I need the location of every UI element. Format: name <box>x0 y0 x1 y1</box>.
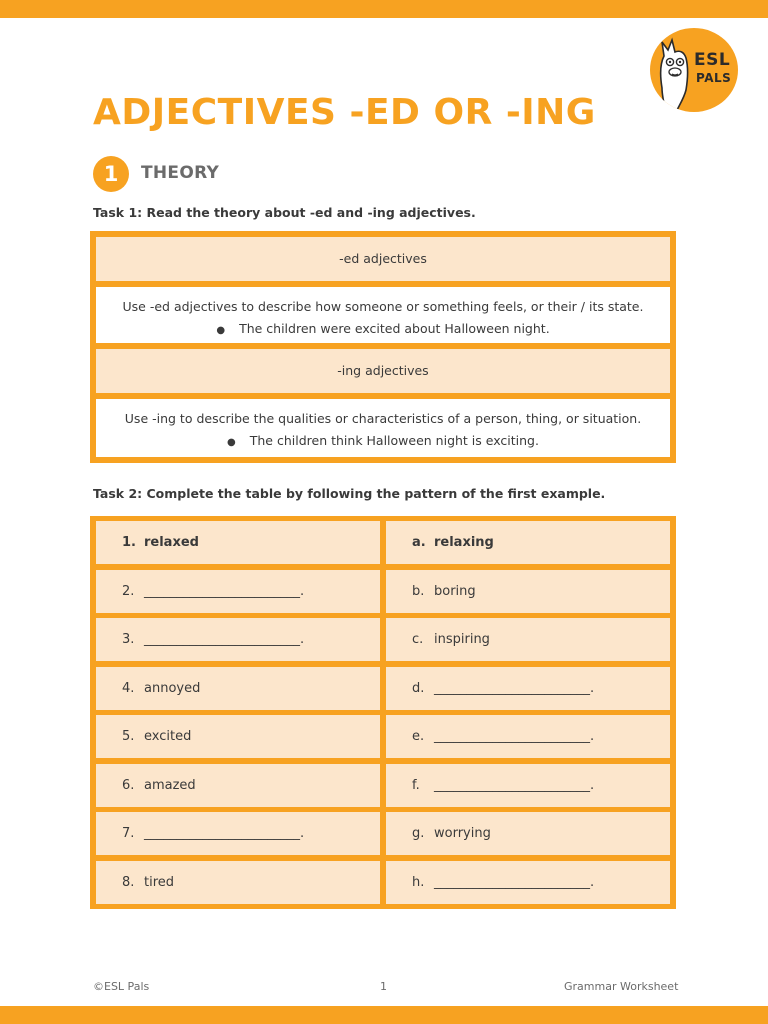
logo-pals-text: PALS <box>696 71 732 85</box>
ing-adjectives-heading: -ing adjectives <box>96 349 670 393</box>
item-word: boring <box>434 583 476 599</box>
ed-adjectives-heading: -ed adjectives <box>96 237 670 281</box>
item-number: 1. <box>122 535 136 550</box>
ing-rule-text: Use -ing to describe the qualities or characteristics of a person, thing, or situation. <box>124 411 642 426</box>
answer-blank[interactable]: ________________________. <box>144 826 305 841</box>
footer-copyright: ©ESL Pals <box>93 980 150 993</box>
item-number: 4. <box>122 680 135 696</box>
bullet-icon: ● <box>216 325 226 336</box>
footer-doc-type: Grammar Worksheet <box>564 980 679 993</box>
exercise-right-cell[interactable] <box>386 861 670 904</box>
item-word: amazed <box>144 777 196 793</box>
answer-blank[interactable]: ________________________. <box>434 680 595 696</box>
item-number: 7. <box>122 826 135 841</box>
page-title: ADJECTIVES -ED OR -ING <box>93 92 596 133</box>
ed-rule-text: Use -ed adjectives to describe how someone or something feels, or their / its state. <box>122 299 644 314</box>
answer-blank[interactable]: ________________________. <box>144 632 305 647</box>
exercise-left-cell[interactable] <box>96 618 380 661</box>
item-number: h. <box>412 874 425 890</box>
exercise-left-cell <box>96 764 380 807</box>
exercise-left-cell <box>96 667 380 710</box>
item-word: tired <box>144 874 175 890</box>
esl-pals-logo <box>650 28 738 112</box>
item-number: g. <box>412 826 425 841</box>
item-word: excited <box>144 729 192 744</box>
answer-blank[interactable]: ________________________. <box>434 777 595 793</box>
item-number: c. <box>412 632 424 647</box>
theory-table <box>90 231 676 463</box>
exercise-table <box>90 516 676 909</box>
ed-example-item <box>96 318 670 342</box>
item-number: 8. <box>122 874 135 890</box>
exercise-right-cell[interactable] <box>386 667 670 710</box>
footer-page-number: 1 <box>380 980 387 993</box>
item-word: relaxed <box>144 535 199 550</box>
exercise-left-cell[interactable] <box>96 570 380 613</box>
top-accent-bar <box>0 0 768 18</box>
section-title: THEORY <box>141 163 220 183</box>
bottom-accent-bar <box>0 1006 768 1024</box>
item-number: f. <box>412 777 420 793</box>
item-word: worrying <box>434 826 491 841</box>
exercise-right-cell <box>386 618 670 661</box>
bullet-icon: ● <box>227 437 236 448</box>
exercise-left-cell <box>96 715 380 758</box>
answer-blank[interactable]: ________________________. <box>434 874 595 890</box>
exercise-left-cell <box>96 521 380 564</box>
item-number: a. <box>412 535 426 550</box>
llama-icon <box>650 28 738 112</box>
section-number-badge: 1 <box>93 156 129 192</box>
task-1-instruction: Task 1: Read the theory about -ed and -ing adjectives. <box>93 205 476 220</box>
exercise-left-cell <box>96 861 380 904</box>
exercise-right-cell <box>386 812 670 855</box>
item-word: annoyed <box>144 680 201 696</box>
answer-blank[interactable]: ________________________. <box>434 729 595 744</box>
exercise-right-cell <box>386 570 670 613</box>
item-number: d. <box>412 680 425 696</box>
item-word: relaxing <box>434 535 494 550</box>
item-number: 2. <box>122 583 135 599</box>
ed-example-text: The children were excited about Halloween night. <box>239 321 550 336</box>
ing-example-text: The children think Halloween night is exciting. <box>249 433 539 448</box>
ing-example-item <box>96 430 670 454</box>
answer-blank[interactable]: ________________________. <box>144 583 305 599</box>
ed-adjectives-body <box>96 287 670 343</box>
exercise-right-cell[interactable] <box>386 764 670 807</box>
exercise-right-cell <box>386 521 670 564</box>
item-word: inspiring <box>434 632 490 647</box>
item-number: 6. <box>122 777 135 793</box>
exercise-right-cell[interactable] <box>386 715 670 758</box>
task-2-instruction: Task 2: Complete the table by following the pattern of the first example. <box>93 486 606 501</box>
item-number: e. <box>412 729 425 744</box>
logo-esl-text: ESL <box>694 50 731 70</box>
item-number: b. <box>412 583 425 599</box>
item-number: 3. <box>122 632 135 647</box>
exercise-left-cell[interactable] <box>96 812 380 855</box>
item-number: 5. <box>122 729 135 744</box>
ing-adjectives-body <box>96 399 670 457</box>
